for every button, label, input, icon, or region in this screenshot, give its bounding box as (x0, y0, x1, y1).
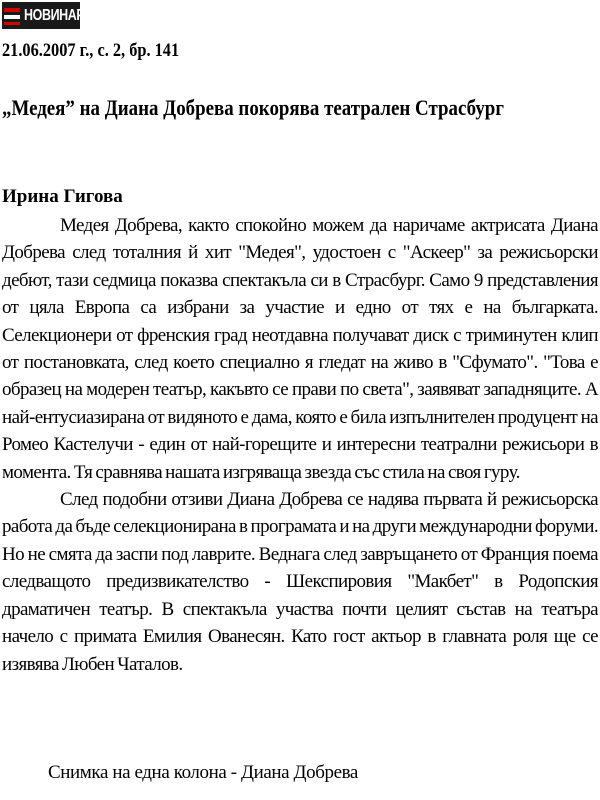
flag-stripes-icon (2, 2, 24, 29)
article-body (2, 212, 598, 678)
article-author: Ирина Гигова (2, 186, 123, 207)
photo-caption: Снимка на една колона - Диана Добрева (48, 762, 358, 783)
logo-text: НОВИНАР (24, 7, 85, 24)
article-paragraph: Медея Добрева, както спокойно можем да наричаме актрисата Диана Добрева след тоталния й хит "Медея", удостоен с "Аскеер" за режисьорски дебют, тази седмица показва спектакъла си в Страсбург. Само 9 представления от цяла Европа са избрани за участие и едно от тях е на българката. Селекционери от френския град неотдавна получават диск с триминутен клип от постановката, след което специално я гледат на живо в "Сфумато". "Това е образец на модерен театър, какъвто се прави по света", заявяват западняците. А най-ентусиазирана от видяното е дама, която е била изпълнителен продуцент на Ромео Кастелучи - един от най-горещите и интересни театрални режисьори в момента. Тя сравнява нашата изгряваща звезда със стила на своя гуру. (2, 215, 598, 483)
article-paragraph: След подобни отзиви Диана Добрева се надява първата й режисьорска работа да бъде селекционирана в програмата и на други международни форуми. Но не смята да заспи под лаврите. Веднага след завръщането от Франция поема следващото предизвикателство - Шекспировия "Макбет" в Родопския драматичен театър. В спектакъла участва почти целият състав на театъра начело с примата Емилия Ованесян. Като гост актьор в главната роля ще се изявява Любен Чаталов. (2, 489, 598, 675)
article-headline: „Медея” на Диана Добрева покорява театрален Страсбург (2, 95, 504, 120)
newspaper-logo (2, 2, 85, 29)
issue-info: 21.06.2007 г., с. 2, бр. 141 (2, 40, 180, 61)
